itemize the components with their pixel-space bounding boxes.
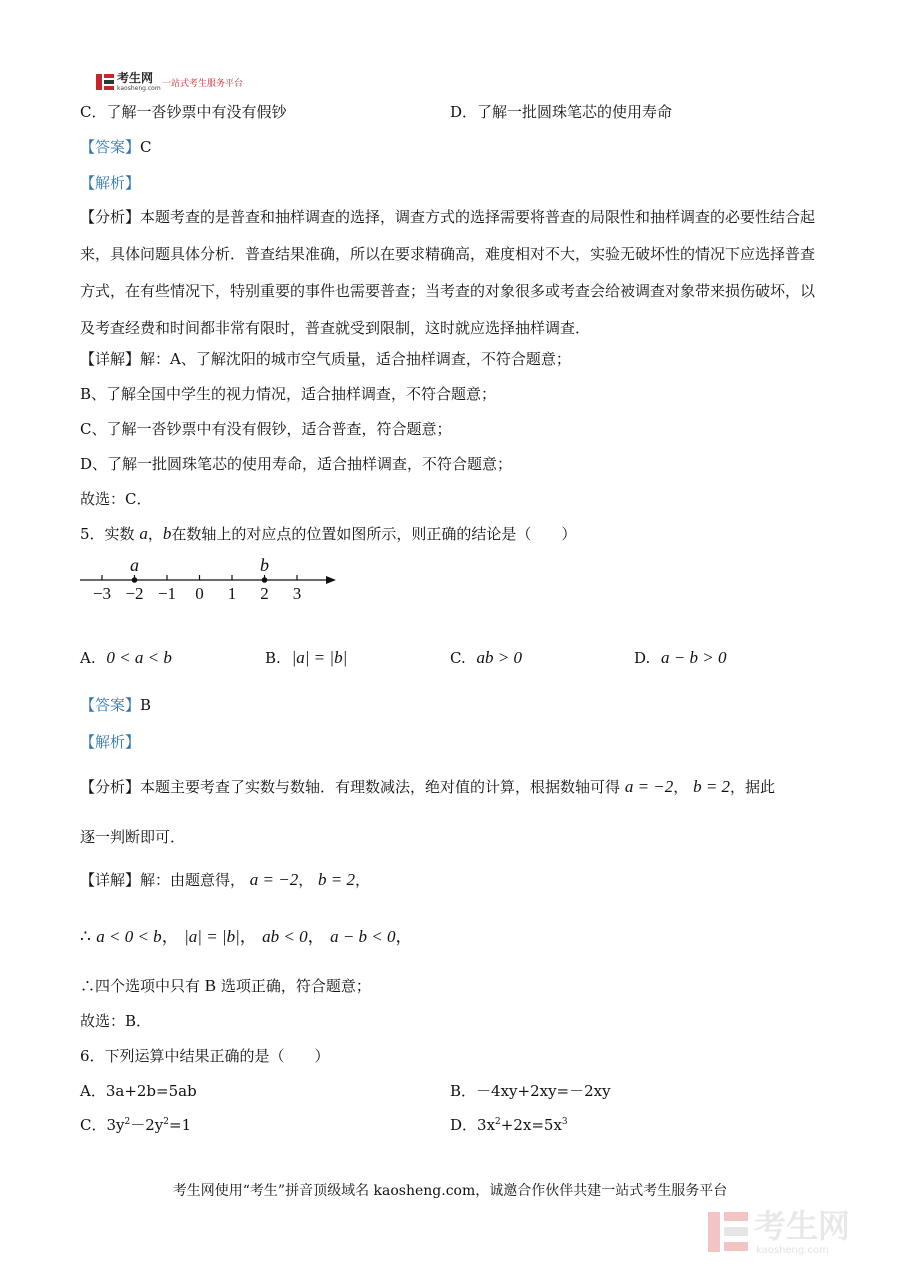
logo-name: 考生网: [117, 71, 154, 85]
number-line-point-b: [262, 577, 268, 583]
q4-detail-line1: 【详解】解：A、了解沈阳的城市空气质量，适合抽样调查，不符合题意；: [80, 350, 571, 368]
q4-detail-line2: B、了解全国中学生的视力情况，适合抽样调查，不符合题意；: [80, 385, 497, 403]
detail-end: ，: [355, 871, 371, 889]
fenxi-eq-a: a = −2: [624, 777, 674, 796]
q5-var-sep: ，: [147, 525, 163, 543]
therefore-icon: ∴: [80, 927, 91, 947]
answer-label: 【答案】: [80, 696, 141, 714]
q6-option-d: [450, 1114, 568, 1135]
q6-stem: 6．下列运算中结果正确的是（ ）: [80, 1047, 330, 1065]
option-expr: |a| = |b|: [291, 648, 348, 667]
expr-1: a < 0 < b: [96, 927, 162, 946]
number-line-point-a: [132, 577, 138, 583]
logo-domain: kaosheng.com: [117, 85, 161, 92]
q5-stem-suffix: 在数轴上的对应点的位置如图所示，则正确的结论是（ ）: [171, 525, 577, 543]
q5-option-c: [450, 648, 522, 668]
number-line-tick-label: 1: [227, 584, 237, 603]
expr-3: ab < 0: [262, 927, 308, 946]
expr-2: |a| = |b|: [184, 927, 240, 946]
fenxi-label: 【分析】: [80, 208, 141, 226]
fenxi-sep: ，: [673, 778, 689, 796]
number-line: [80, 552, 350, 608]
answer-value: B: [140, 696, 152, 714]
number-line-point-label: a: [130, 555, 139, 575]
option-c-sup: 2: [163, 1117, 169, 1127]
q4-option-d: D．了解一批圆珠笔芯的使用寿命: [450, 103, 673, 121]
fenxi-text: 本题考查的是普查和抽样调查的选择，调查方式的选择需要将普查的局限性和抽样调查的必要性结合起来，具体问题具体分析．普查结果准确，所以在要求精确高，难度相对不大，实验无破坏性的情况下应选择普查方式，在有些情况下，特别重要的事件也需要普查；当考查的对象很多或考查会给被调查对象带来损伤破坏，以及考查经费和时间都非常有限时，普查就受到限制，这时就应选择抽样调查．: [80, 208, 816, 337]
option-c-sup: 2: [124, 1117, 131, 1127]
option-d-sup: 3: [561, 1117, 568, 1127]
q5-var-b: b: [162, 524, 172, 543]
sep-3: ，: [307, 927, 325, 947]
q4-analysis-label: 【解析】: [80, 174, 141, 192]
q4-detail-line4: D、了解一批圆珠笔芯的使用寿命，适合抽样调查，不符合题意；: [80, 455, 513, 473]
answer-value: C: [140, 138, 152, 156]
q5-fenxi-line1: [80, 776, 775, 797]
watermark-name: 考生网: [754, 1207, 851, 1245]
therefore-prefix: ∴四个选项中只有: [80, 977, 201, 995]
sep-2: ，: [239, 927, 257, 947]
kaosheng-logo-icon: [96, 73, 114, 91]
number-line-tick-label: −1: [157, 584, 177, 603]
page-footer: 考生网使用“考生”拼音顶级域名 kaosheng.com，诚邀合作伙伴共建一站式考生服务平台: [172, 1183, 728, 1199]
q5-stem: [80, 523, 576, 544]
option-c-part: C．3y: [80, 1116, 125, 1134]
number-line-tick-label: −2: [125, 584, 144, 603]
therefore-suffix: 选项正确，符合题意；: [220, 977, 371, 995]
q5-fenxi-line2: 逐一判断即可．: [80, 828, 186, 846]
q5-conclusion: 故选：B．: [80, 1012, 152, 1030]
q4-conclusion: 故选：C．: [80, 490, 152, 508]
q5-therefore-1: [80, 922, 413, 947]
option-letter: D.: [634, 649, 651, 667]
therefore-letter: B: [204, 976, 217, 995]
fenxi-label: 【分析】: [80, 778, 141, 796]
header-logo: [96, 72, 256, 94]
q4-fenxi: [80, 199, 825, 347]
fenxi-eq-b: b = 2: [693, 777, 731, 796]
option-letter: B.: [265, 649, 281, 667]
q5-var-a: a: [139, 524, 148, 543]
q6-option-c: [80, 1114, 191, 1135]
option-letter: C.: [450, 649, 466, 667]
number-line-point-label: b: [260, 555, 269, 575]
watermark-logo-icon: [708, 1210, 748, 1254]
q6-option-a: A．3a+2b=5ab: [80, 1082, 197, 1100]
number-line-tick-label: −3: [92, 584, 112, 603]
watermark-domain: kaosheng.com: [756, 1245, 829, 1256]
detail-sep: ，: [298, 871, 314, 889]
sep-4: ，: [395, 927, 413, 947]
option-d-sup: 2: [495, 1117, 501, 1127]
q5-option-a: [80, 648, 172, 668]
detail-prefix: 【详解】解：由题意得，: [80, 871, 246, 889]
option-letter: A.: [80, 649, 96, 667]
logo-slogan: 一站式考生服务平台: [162, 79, 244, 89]
detail-eq-a: a = −2: [249, 870, 299, 889]
option-c-part: =1: [169, 1116, 192, 1134]
q4-answer: [80, 136, 152, 157]
detail-eq-b: b = 2: [318, 870, 356, 889]
answer-label: 【答案】: [80, 138, 141, 156]
number-line-tick-label: 3: [292, 584, 302, 603]
number-line-arrow: [326, 576, 336, 584]
option-d-part: D．3x: [450, 1116, 496, 1134]
q5-detail: [80, 869, 370, 890]
fenxi-text: 本题主要考查了实数与数轴．有理数减法，绝对值的计算，根据数轴可得: [140, 778, 621, 796]
option-c-part: －2y: [130, 1116, 164, 1134]
number-line-tick-label: 0: [195, 584, 204, 603]
option-expr: 0 < a < b: [106, 648, 172, 667]
sep-1: ，: [161, 927, 179, 947]
option-expr: a − b > 0: [661, 648, 727, 667]
option-expr: ab > 0: [476, 648, 522, 667]
option-d-part: +2x=5x: [500, 1116, 562, 1134]
q5-analysis-label: 【解析】: [80, 733, 141, 751]
q5-option-b: [265, 648, 347, 668]
q5-answer: [80, 694, 151, 715]
q4-detail-line3: C、了解一沓钞票中有没有假钞，适合普查，符合题意；: [80, 420, 452, 438]
q5-therefore-2: [80, 975, 371, 996]
q6-option-b: B．－4xy+2xy=－2xy: [450, 1082, 611, 1100]
number-line-tick-label: 2: [260, 584, 269, 603]
expr-4: a − b < 0: [330, 927, 396, 946]
q5-option-d: [634, 648, 727, 668]
q5-stem-prefix: 5．实数: [80, 525, 135, 543]
q4-option-c: C．了解一沓钞票中有没有假钞: [80, 103, 287, 121]
fenxi-text-end: ，据此: [730, 778, 776, 796]
watermark: [708, 1208, 878, 1260]
